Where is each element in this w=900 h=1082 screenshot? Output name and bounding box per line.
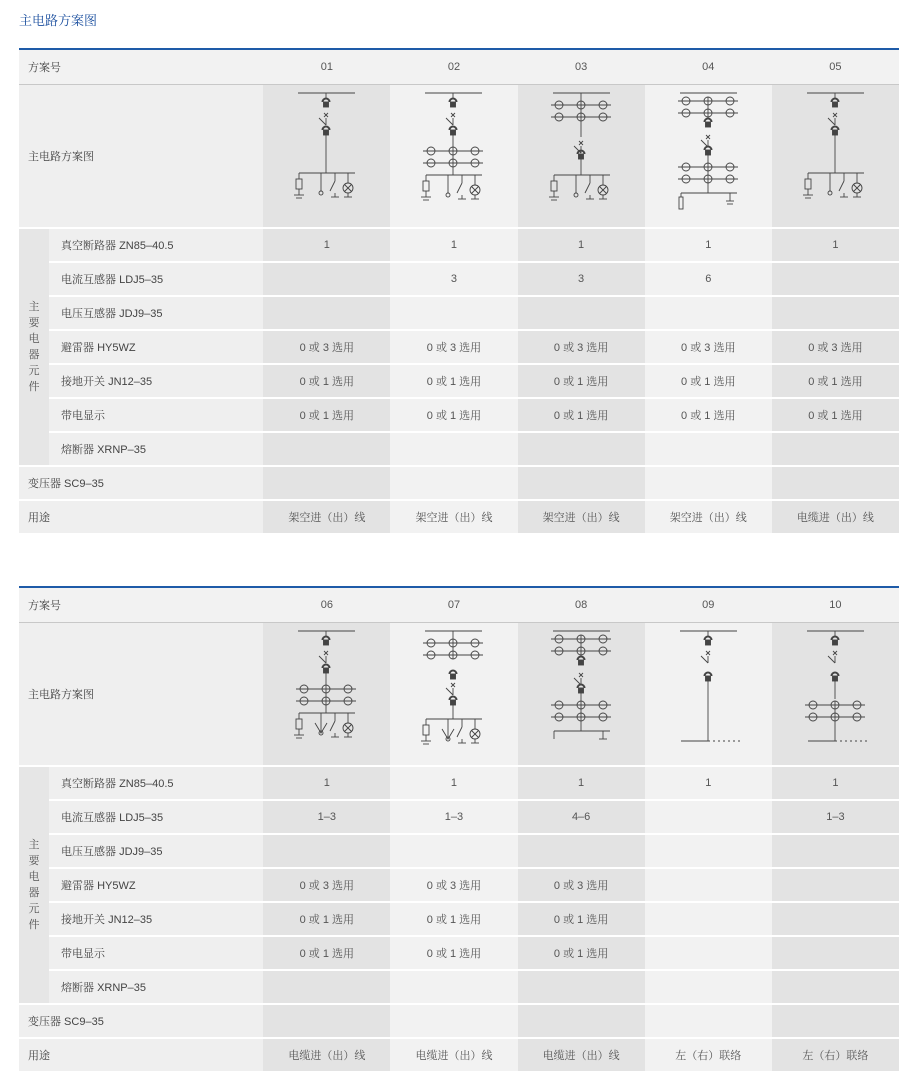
component-row (19, 970, 899, 1004)
row-label: 接地开关 JN12–35 (49, 902, 263, 936)
row-label: 用途 (19, 500, 263, 534)
switch-blade (319, 118, 326, 125)
circuit-diagram-svg (390, 623, 517, 765)
row-label: 电流互感器 LDJ5–35 (49, 800, 263, 834)
row-label: 电流互感器 LDJ5–35 (49, 262, 263, 296)
value-cell: 3 (518, 262, 645, 296)
value-cell: 1 (518, 766, 645, 800)
value-cell: 3 (390, 262, 517, 296)
plug-contact (451, 674, 456, 679)
component-row (19, 834, 899, 868)
switch-blade (828, 118, 835, 125)
value-cell (645, 902, 772, 936)
value-cell (772, 296, 899, 330)
arrester-symbol (805, 179, 811, 189)
row-label: 避雷器 HY5WZ (49, 868, 263, 902)
scheme-id: 07 (390, 587, 517, 623)
value-cell (518, 1004, 645, 1038)
value-cell: 0 或 1 选用 (390, 364, 517, 398)
value-cell (772, 902, 899, 936)
plug-contact (450, 127, 457, 131)
live-display-symbol (574, 193, 578, 197)
value-cell (772, 834, 899, 868)
live-display-symbol (446, 193, 450, 197)
circuit-diagram (645, 623, 772, 767)
scheme-id: 04 (645, 49, 772, 85)
value-cell: 1–3 (263, 800, 390, 834)
switch-blade (319, 656, 326, 663)
value-cell: 1 (645, 228, 772, 262)
component-row (19, 432, 899, 466)
circuit-diagram-svg (645, 623, 772, 765)
plug-contact (323, 127, 330, 131)
row-label: 接地开关 JN12–35 (49, 364, 263, 398)
component-row (19, 228, 899, 262)
value-cell: 电缆进（出）线 (263, 1038, 390, 1072)
earth-switch (585, 183, 590, 193)
value-cell: 0 或 3 选用 (390, 868, 517, 902)
plug-contact (578, 154, 583, 159)
value-cell (390, 1004, 517, 1038)
arrester-symbol (296, 719, 302, 729)
value-cell (263, 970, 390, 1004)
circuit-diagram (772, 85, 899, 229)
plug-contact (704, 119, 711, 123)
circuit-diagram (390, 623, 517, 767)
value-cell: 架空进（出）线 (645, 500, 772, 534)
component-row (19, 330, 899, 364)
value-cell: 1 (263, 766, 390, 800)
scheme-id: 08 (518, 587, 645, 623)
value-cell: 1 (390, 228, 517, 262)
circuit-diagram (390, 85, 517, 229)
value-cell: 0 或 3 选用 (263, 868, 390, 902)
scheme-id: 09 (645, 587, 772, 623)
plug-contact (577, 685, 584, 689)
value-cell: 0 或 1 选用 (772, 398, 899, 432)
row-label: 带电显示 (49, 936, 263, 970)
circuit-diagram-svg (518, 85, 645, 227)
component-row (19, 466, 899, 500)
plug-contact (324, 640, 329, 645)
plug-contact (704, 673, 711, 677)
diagram-label: 主电路方案图 (19, 623, 263, 767)
value-cell: 1 (772, 228, 899, 262)
diagram-row (19, 85, 899, 229)
plug-contact (831, 127, 838, 131)
scheme-id: 01 (263, 49, 390, 85)
component-row (19, 398, 899, 432)
value-cell (518, 466, 645, 500)
plug-contact (451, 102, 456, 107)
value-cell (390, 432, 517, 466)
value-cell: 0 或 3 选用 (518, 868, 645, 902)
value-cell: 0 或 1 选用 (263, 398, 390, 432)
value-cell (772, 1004, 899, 1038)
live-display-symbol (319, 191, 323, 195)
value-cell: 0 或 1 选用 (772, 364, 899, 398)
scheme-no-label: 方案号 (19, 587, 263, 623)
scheme-id: 06 (263, 587, 390, 623)
value-cell (518, 970, 645, 1004)
value-cell (772, 936, 899, 970)
value-cell (518, 296, 645, 330)
circuit-diagram (645, 85, 772, 229)
value-cell: 左（右）联络 (645, 1038, 772, 1072)
value-cell: 0 或 1 选用 (390, 398, 517, 432)
plug-contact (832, 130, 837, 135)
plug-contact (451, 130, 456, 135)
plug-contact (705, 640, 710, 645)
row-label: 真空断路器 ZN85–40.5 (49, 766, 263, 800)
plug-contact (578, 660, 583, 665)
plug-contact (323, 99, 330, 103)
value-cell: 0 或 3 选用 (518, 330, 645, 364)
circuit-diagram-svg (772, 623, 899, 765)
plug-contact (578, 688, 583, 693)
value-cell (645, 868, 772, 902)
value-cell: 0 或 1 选用 (518, 398, 645, 432)
live-display-symbol (828, 191, 832, 195)
arrester-symbol (296, 179, 302, 189)
row-label: 熔断器 XRNP–35 (49, 432, 263, 466)
value-cell (645, 970, 772, 1004)
component-row (19, 1038, 899, 1072)
value-cell (263, 466, 390, 500)
earth-switch (330, 181, 335, 191)
circuit-diagram-svg (263, 85, 390, 227)
value-cell: 1–3 (390, 800, 517, 834)
scheme-table-2 (19, 586, 899, 1073)
component-row (19, 800, 899, 834)
plug-contact (450, 671, 457, 675)
earth-switch (330, 721, 335, 731)
earth-switch (457, 183, 462, 193)
plug-contact (832, 640, 837, 645)
circuit-diagram (518, 85, 645, 229)
value-cell (772, 432, 899, 466)
value-cell (645, 432, 772, 466)
value-cell (390, 834, 517, 868)
switch-blade (446, 118, 453, 125)
value-cell: 架空进（出）线 (518, 500, 645, 534)
value-cell: 0 或 1 选用 (263, 936, 390, 970)
switch-blade (446, 688, 453, 695)
circuit-diagram (263, 85, 390, 229)
value-cell (772, 970, 899, 1004)
arrester-symbol (423, 725, 429, 735)
value-cell: 1 (390, 766, 517, 800)
value-cell: 0 或 1 选用 (263, 902, 390, 936)
value-cell (645, 296, 772, 330)
value-cell: 1–3 (772, 800, 899, 834)
plug-contact (451, 700, 456, 705)
value-cell (772, 466, 899, 500)
diagram-label: 主电路方案图 (19, 85, 263, 229)
circuit-diagram-svg (518, 623, 645, 765)
row-label: 熔断器 XRNP–35 (49, 970, 263, 1004)
value-cell: 0 或 1 选用 (390, 936, 517, 970)
circuit-diagram (263, 623, 390, 767)
value-cell (263, 262, 390, 296)
plug-contact (705, 150, 710, 155)
circuit-diagram (772, 623, 899, 767)
plug-contact (324, 130, 329, 135)
value-cell (518, 432, 645, 466)
value-cell: 4–6 (518, 800, 645, 834)
row-label: 真空断路器 ZN85–40.5 (49, 228, 263, 262)
group-label: 主要电器元件 (19, 766, 49, 1004)
plug-contact (831, 99, 838, 103)
value-cell: 0 或 3 选用 (772, 330, 899, 364)
value-cell: 0 或 1 选用 (518, 936, 645, 970)
plug-contact (832, 676, 837, 681)
value-cell: 架空进（出）线 (263, 500, 390, 534)
component-row (19, 1004, 899, 1038)
value-cell: 0 或 1 选用 (518, 364, 645, 398)
value-cell (263, 296, 390, 330)
value-cell: 6 (645, 262, 772, 296)
component-row (19, 262, 899, 296)
plug-contact (704, 147, 711, 151)
value-cell (645, 466, 772, 500)
value-cell: 0 或 1 选用 (263, 364, 390, 398)
component-row (19, 296, 899, 330)
value-cell (645, 800, 772, 834)
value-cell (772, 868, 899, 902)
value-cell: 电缆进（出）线 (772, 500, 899, 534)
header-row (19, 49, 899, 85)
value-cell: 0 或 1 选用 (518, 902, 645, 936)
value-cell (390, 466, 517, 500)
circuit-diagram-svg (390, 85, 517, 227)
scheme-id: 05 (772, 49, 899, 85)
value-cell (390, 296, 517, 330)
arrester-symbol (551, 181, 557, 191)
row-label: 电压互感器 JDJ9–35 (49, 834, 263, 868)
circuit-diagram-svg (645, 85, 772, 227)
value-cell (263, 432, 390, 466)
component-row (19, 936, 899, 970)
value-cell (645, 936, 772, 970)
component-row (19, 766, 899, 800)
value-cell: 左（右）联络 (772, 1038, 899, 1072)
value-cell: 0 或 3 选用 (263, 330, 390, 364)
value-cell: 1 (263, 228, 390, 262)
value-cell: 0 或 3 选用 (645, 330, 772, 364)
row-label: 避雷器 HY5WZ (49, 330, 263, 364)
row-label: 变压器 SC9–35 (19, 466, 263, 500)
circuit-diagram-svg (263, 623, 390, 765)
plug-contact (705, 676, 710, 681)
cable-symbol (679, 197, 683, 209)
plug-contact (831, 637, 838, 641)
scheme-table-1 (19, 48, 899, 535)
component-row (19, 868, 899, 902)
header-row (19, 587, 899, 623)
plug-contact (324, 102, 329, 107)
value-cell: 电缆进（出）线 (518, 1038, 645, 1072)
scheme-id: 02 (390, 49, 517, 85)
circuit-diagram-svg (772, 85, 899, 227)
plug-contact (324, 668, 329, 673)
plug-contact (831, 673, 838, 677)
scheme-id: 03 (518, 49, 645, 85)
value-cell: 1 (645, 766, 772, 800)
row-label: 用途 (19, 1038, 263, 1072)
plug-contact (323, 665, 330, 669)
row-label: 电压互感器 JDJ9–35 (49, 296, 263, 330)
row-label: 变压器 SC9–35 (19, 1004, 263, 1038)
value-cell (772, 262, 899, 296)
arrester-symbol (423, 181, 429, 191)
value-cell (263, 834, 390, 868)
plug-contact (450, 697, 457, 701)
component-row (19, 902, 899, 936)
component-row (19, 364, 899, 398)
value-cell (645, 834, 772, 868)
value-cell: 0 或 1 选用 (390, 902, 517, 936)
scheme-id: 10 (772, 587, 899, 623)
group-label: 主要电器元件 (19, 228, 49, 466)
plug-contact (832, 102, 837, 107)
value-cell (390, 970, 517, 1004)
plug-contact (323, 637, 330, 641)
page-title: 主电路方案图 (19, 13, 98, 28)
earth-switch (839, 181, 844, 191)
value-cell: 0 或 3 选用 (390, 330, 517, 364)
value-cell: 1 (518, 228, 645, 262)
value-cell: 0 或 1 选用 (645, 364, 772, 398)
value-cell (518, 834, 645, 868)
circuit-diagram (518, 623, 645, 767)
diagram-row (19, 623, 899, 767)
value-cell: 1 (772, 766, 899, 800)
value-cell (263, 1004, 390, 1038)
switch-blade (828, 656, 835, 663)
scheme-no-label: 方案号 (19, 49, 263, 85)
plug-contact (450, 99, 457, 103)
value-cell (645, 1004, 772, 1038)
value-cell: 0 或 1 选用 (645, 398, 772, 432)
plug-contact (577, 657, 584, 661)
component-row (19, 500, 899, 534)
switch-blade (701, 656, 708, 663)
row-label: 带电显示 (49, 398, 263, 432)
plug-contact (705, 122, 710, 127)
plug-contact (704, 637, 711, 641)
earth-switch (457, 727, 462, 737)
value-cell: 架空进（出）线 (390, 500, 517, 534)
value-cell: 电缆进（出）线 (390, 1038, 517, 1072)
